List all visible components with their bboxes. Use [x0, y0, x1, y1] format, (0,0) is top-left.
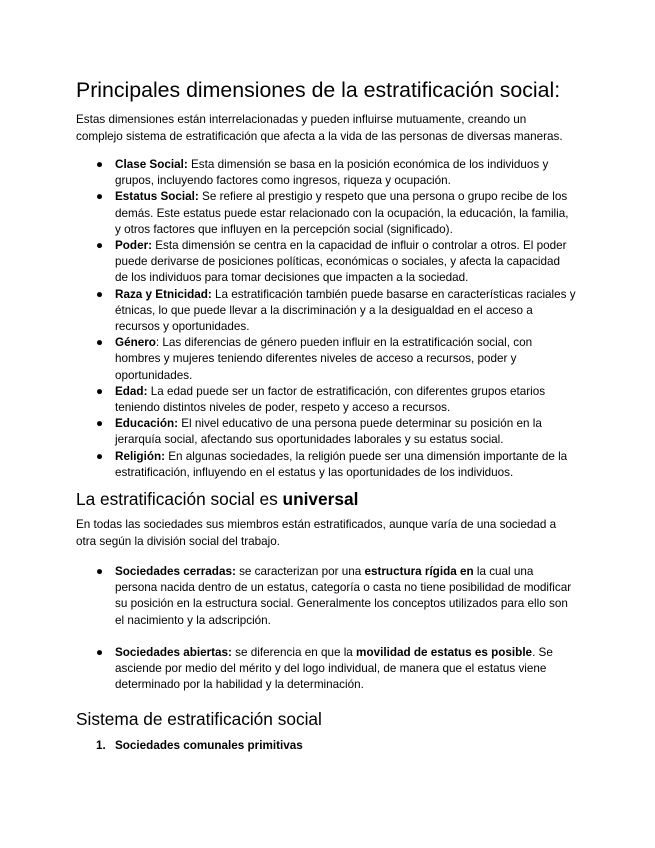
bullet-icon: ●	[96, 645, 104, 659]
item-term: Clase Social:	[115, 158, 188, 171]
bullet-icon: ●	[96, 239, 104, 253]
list-item	[76, 189, 576, 238]
item-term: Edad:	[115, 384, 148, 398]
item-term: Religión:	[115, 449, 165, 463]
list-item	[76, 287, 576, 336]
item-text: Esta dimensión se basa en la posición económica de los individuos y grupos, incluyendo factores como ingresos, riqueza y ocupación.	[115, 158, 549, 188]
list-item	[76, 384, 576, 416]
item-text: En algunas sociedades, la religión puede ser una dimensión importante de la estratificación, influyendo en el estatus y las oportunidades de los individuos.	[115, 449, 568, 479]
item-emphasis: estructura rígida en	[364, 565, 474, 578]
system-list	[76, 738, 576, 754]
item-text: se diferencia en que la	[231, 645, 357, 659]
societies-list	[76, 564, 576, 693]
heading-text: La estratificación social es	[76, 489, 283, 509]
bullet-icon: ●	[96, 565, 104, 578]
bullet-icon: ●	[96, 158, 104, 171]
list-item	[76, 564, 576, 629]
list-item	[76, 738, 576, 754]
item-label: Sociedades comunales primitivas	[115, 739, 303, 752]
list-item	[76, 416, 576, 448]
dimensions-list	[76, 157, 576, 481]
universal-paragraph: En todas las sociedades sus miembros están estratificados, aunque varía de una sociedad a otra según la división social del trabajo.	[76, 518, 557, 548]
item-text: La edad puede ser un factor de estratificación, con diferentes grupos etarios teniendo distintos niveles de poder, respeto y acceso a recursos.	[115, 384, 546, 415]
list-item	[76, 157, 576, 189]
item-text: Esta dimensión se centra en la capacidad de influir o controlar a otros. El poder puede derivarse de posiciones políticas, económicas o sociales, y afecta la capacidad de los individuos para tomar decisiones que impacten a la sociedad.	[115, 239, 567, 285]
bullet-icon: ●	[96, 449, 104, 463]
item-term: Género	[115, 336, 156, 350]
section-heading-system: Sistema de estratificación social	[76, 709, 322, 729]
list-item	[76, 449, 576, 481]
list-item	[76, 335, 576, 384]
page-title: Principales dimensiones de la estratificación social:	[76, 78, 561, 102]
bullet-icon: ●	[96, 336, 104, 350]
section-heading-universal	[76, 488, 636, 510]
bullet-icon: ●	[96, 190, 104, 204]
item-emphasis: movilidad de estatus es posible	[356, 645, 533, 659]
item-text: : Las diferencias de género pueden influir en la estratificación social, con hombres y mujeres teniendo diferentes niveles de acceso a recursos, poder y oportunidades.	[115, 336, 533, 382]
item-term: Sociedades abiertas:	[115, 645, 232, 659]
item-term: Estatus Social:	[115, 190, 199, 204]
item-term: Educación:	[115, 417, 178, 431]
item-text: la cual una persona nacida dentro de un estatus, categoría o casta no tiene posibilidad de modificar su posición en la estructura social. Generalmente los conceptos utilizados para ello son el nacimiento y la adscripción.	[115, 565, 572, 627]
item-text: La estratificación también puede basarse en características raciales y étnicas, lo que puede llevar a la discriminación y a la desigualdad en el acceso a recursos y oportunidades.	[115, 287, 576, 334]
bullet-icon: ●	[96, 384, 104, 398]
item-text: se caracterizan por una	[235, 565, 365, 578]
item-text: . Se asciende por medio del mérito y del logo individual, de manera que el estatus viene determinado por la habilidad y la determinación.	[115, 645, 553, 692]
item-term: Raza y Etnicidad:	[115, 287, 212, 301]
item-term: Poder:	[115, 239, 153, 253]
list-item	[76, 238, 576, 287]
item-text: El nivel educativo de una persona puede determinar su posición en la jerarquía social, afectando sus oportunidades laborales y su estatus social.	[115, 417, 542, 447]
list-item	[76, 645, 576, 694]
intro-paragraph: Estas dimensiones están interrelacionadas y pueden influirse mutuamente, creando un complejo sistema de estratificación que afecta a la vida de las personas de diversas maneras.	[76, 113, 563, 143]
bullet-icon: ●	[96, 287, 104, 301]
heading-emphasis: universal	[282, 489, 359, 509]
item-number: 1.	[96, 739, 106, 752]
item-text: Se refiere al prestigio y respeto que una persona o grupo recibe de los demás. Este estatus puede estar relacionado con la ocupación, la educación, la familia, y otros factores que influyen en la percepción social (significado).	[115, 190, 569, 236]
item-term: Sociedades cerradas:	[115, 565, 236, 578]
bullet-icon: ●	[96, 417, 104, 431]
